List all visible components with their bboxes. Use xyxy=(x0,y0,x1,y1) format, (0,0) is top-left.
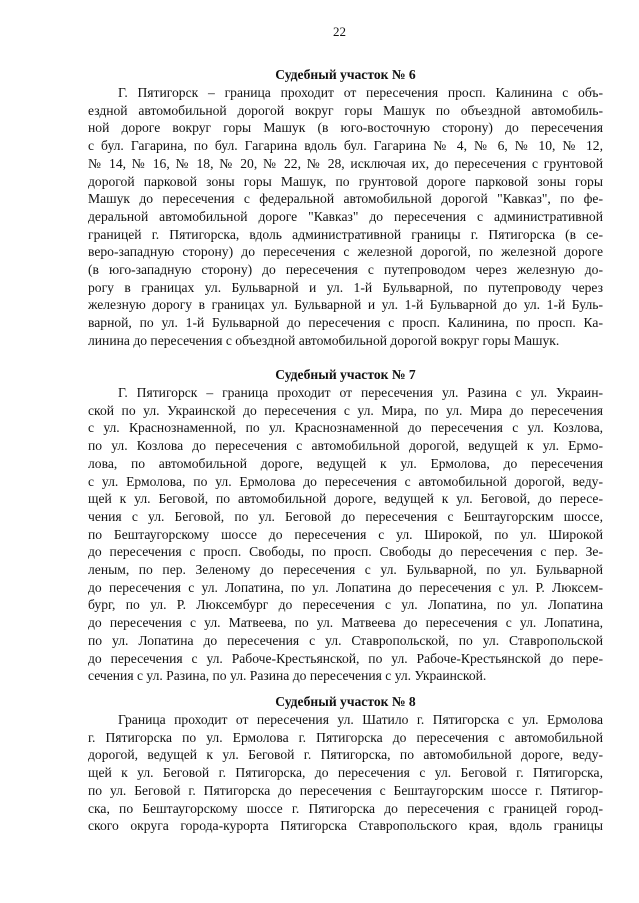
text-line: лова, по автомобильной дороге, ведущей к ул. Ермолова, до пересечения xyxy=(88,455,603,471)
text-line: дорогой, ведущей к ул. Беговой г. Пятигорска, по автомобильной дороге, веду- xyxy=(88,747,603,763)
text-line: по Бештаугорскому шоссе до пересечения с ул. Широкой, по ул. Широкой xyxy=(88,526,603,542)
text-line: до пересечения с ул. Матвеева, по ул. Матвеева до пересечения с ул. Лопатина, xyxy=(88,615,603,631)
text-line: Г. Пятигорск – граница проходит от пересечения ул. Разина с ул. Украин- xyxy=(118,385,603,400)
text-line: г. Пятигорска по ул. Ермолова г. Пятигорска до пересечения с автомобильной xyxy=(88,729,603,745)
text-line: Г. Пятигорск – граница проходит от пересечения просп. Калинина с объ- xyxy=(118,85,603,100)
text-line: по ул. Козлова до пересечения с автомобильной дорогой, ведущей к ул. Ермо- xyxy=(88,438,603,454)
text-line: деральной автомобильной дороге "Кавказ" до пересечения с административной xyxy=(88,208,603,224)
text-line: ской по ул. Украинской до пересечения с ул. Мира, по ул. Мира до пересечения xyxy=(88,402,603,418)
text-line: до пересечения с просп. Свободы, по просп. Свободы до пересечения с пер. Зе- xyxy=(88,544,603,560)
text-line: щей к ул. Беговой, по автомобильной дороге, ведущей к ул. Беговой, до пересе- xyxy=(88,491,603,507)
text-line: до пересечения с ул. Рабоче-Крестьянской, по ул. Рабоче-Крестьянской до пере- xyxy=(88,650,603,666)
text-line: ского округа города-курорта Пятигорска Ставропольского края, вдоль границы xyxy=(88,818,603,834)
page-number: 22 xyxy=(333,24,346,39)
text-line: сечения с ул. Разина, по ул. Разина до пересечения с ул. Украинской. xyxy=(88,668,487,684)
text-line: с бул. Гагарина, по бул. Гагарина вдоль бул. Гагарина № 4, № 6, № 10, № 12, xyxy=(88,138,603,154)
text-line: бург, по ул. Р. Люксембург до пересечения с ул. Лопатина, по ул. Лопатина xyxy=(88,597,603,613)
text-line: (в юго-западную сторону) до пересечения с путепроводом через железную до- xyxy=(88,262,603,278)
section-title: Судебный участок № 6 xyxy=(275,67,416,82)
text-line: леным, по пер. Зеленому до пересечения с ул. Бульварной, по ул. Бульварной xyxy=(88,562,603,578)
section-court-district-7 xyxy=(88,366,603,685)
text-line: железную дорогу в границах ул. Бульварной и ул. 1-й Бульварной до ул. 1-й Буль- xyxy=(88,297,603,313)
section-court-district-6 xyxy=(88,66,603,350)
text-line: ездной автомобильной дорогой вокруг горы Машук по объездной автомобиль- xyxy=(88,102,603,118)
text-line: чения с ул. Беговой, по ул. Беговой до пересечения с Бештаугорским шоссе, xyxy=(88,508,603,524)
text-line: варной, по ул. 1-й Бульварной до пересечения с просп. Калинина, по просп. Ка- xyxy=(88,315,603,331)
text-line: ска, по Бештаугорскому шоссе г. Пятигорска до пересечения с границей город- xyxy=(88,800,603,816)
text-line: по ул. Беговой г. Пятигорска до пересечения с Бештаугорским шоссе г. Пятигор- xyxy=(88,782,603,798)
text-line: с ул. Ермолова, по ул. Ермолова до пересечения с автомобильной дорогой, веду- xyxy=(88,473,603,489)
text-line: ной дороге вокруг горы Машук (в юго-восточную сторону) до пересечения xyxy=(88,120,603,136)
text-line: Граница проходит от пересечения ул. Шатило г. Пятигорска с ул. Ермолова xyxy=(118,712,603,727)
text-line: щей к ул. Беговой г. Пятигорска, до пересечения с ул. Беговой г. Пятигорска, xyxy=(88,765,603,781)
section-title: Судебный участок № 7 xyxy=(275,367,416,382)
text-line: по ул. Лопатина до пересечения с ул. Ставропольской, по ул. Ставропольской xyxy=(88,632,603,648)
section-paragraph xyxy=(88,84,603,350)
section-title: Судебный участок № 8 xyxy=(275,694,416,709)
text-line: Машук до пересечения с федеральной автомобильной дорогой "Кавказ", по фе- xyxy=(88,191,603,207)
text-line: до пересечения с ул. Лопатина, по ул. Лопатина до пересечения с ул. Р. Люксем- xyxy=(88,579,603,595)
section-paragraph xyxy=(88,384,603,685)
section-court-district-8 xyxy=(88,693,603,835)
text-line: дорогой парковой зоны горы Машук, по грунтовой дороге парковой зоны горы xyxy=(88,173,603,189)
text-line: границей г. Пятигорска, вдоль административной границы г. Пятигорска (в се- xyxy=(88,226,603,242)
text-line: рогу в границах ул. Бульварной и ул. 1-й Бульварной, по путепроводу через xyxy=(88,279,603,295)
text-line: с ул. Краснознаменной, по ул. Краснознаменной до пересечения с ул. Козлова, xyxy=(88,420,603,436)
text-line: № 14, № 16, № 18, № 20, № 22, № 28, исключая их, до пересечения с грунтовой xyxy=(88,155,603,171)
section-paragraph xyxy=(88,711,603,835)
text-line: веро-западную сторону) до пересечения с железной дорогой, по железной дороге xyxy=(88,244,603,260)
text-line: линина до пересечения с объездной автомобильной дорогой вокруг горы Машук. xyxy=(88,332,560,348)
